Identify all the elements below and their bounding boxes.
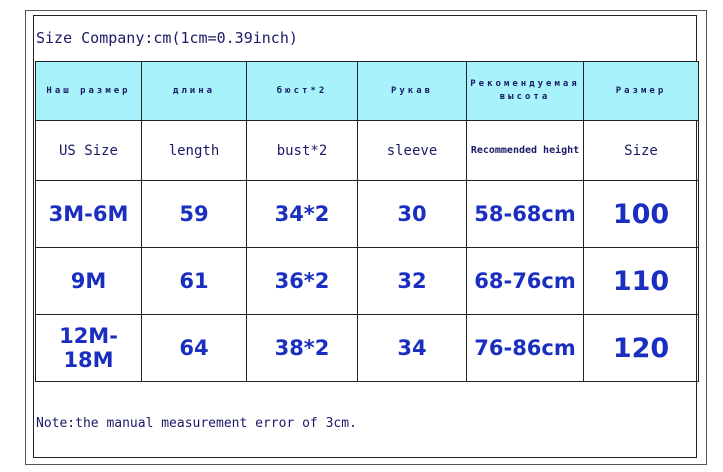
cell-bust: 34*2 [247,181,358,248]
header-row-english [36,121,699,181]
cell-size: 100 [584,181,699,248]
cell-us-size: 9M [36,248,142,315]
header-cell-length: length [142,121,247,181]
cell-bust: 36*2 [247,248,358,315]
table-row [36,315,699,382]
header-cell-bust: bust*2 [247,121,358,181]
cell-sleeve: 30 [358,181,467,248]
cell-bust: 38*2 [247,315,358,382]
cell-length: 61 [142,248,247,315]
cell-height: 76-86cm [467,315,584,382]
header-cell-our-size-ru: Наш размер [36,62,142,121]
table-row [36,181,699,248]
cell-length: 64 [142,315,247,382]
cell-height: 68-76cm [467,248,584,315]
table-row [36,248,699,315]
cell-us-size: 3M-6M [36,181,142,248]
header-cell-length-ru: длина [142,62,247,121]
cell-sleeve: 32 [358,248,467,315]
size-table [35,61,699,382]
header-cell-bust-ru: бюст*2 [247,62,358,121]
header-cell-size-ru: Размер [584,62,699,121]
header-cell-sleeve: sleeve [358,121,467,181]
cell-length: 59 [142,181,247,248]
header-cell-height-ru: Рекомендуемая высота [467,62,584,121]
cell-size: 120 [584,315,699,382]
header-cell-sleeve-ru: Рукав [358,62,467,121]
header-cell-us-size: US Size [36,121,142,181]
header-cell-size: Size [584,121,699,181]
header-cell-recommended-height: Recommended height [467,121,584,181]
cell-sleeve: 34 [358,315,467,382]
cell-size: 110 [584,248,699,315]
cell-height: 58-68cm [467,181,584,248]
measurement-note: Note:the manual measurement error of 3cm. [36,416,357,431]
cell-us-size: 12M-18M [36,315,142,382]
header-row-russian [36,62,699,121]
chart-title: Size Company:cm(1cm=0.39inch) [36,29,298,47]
